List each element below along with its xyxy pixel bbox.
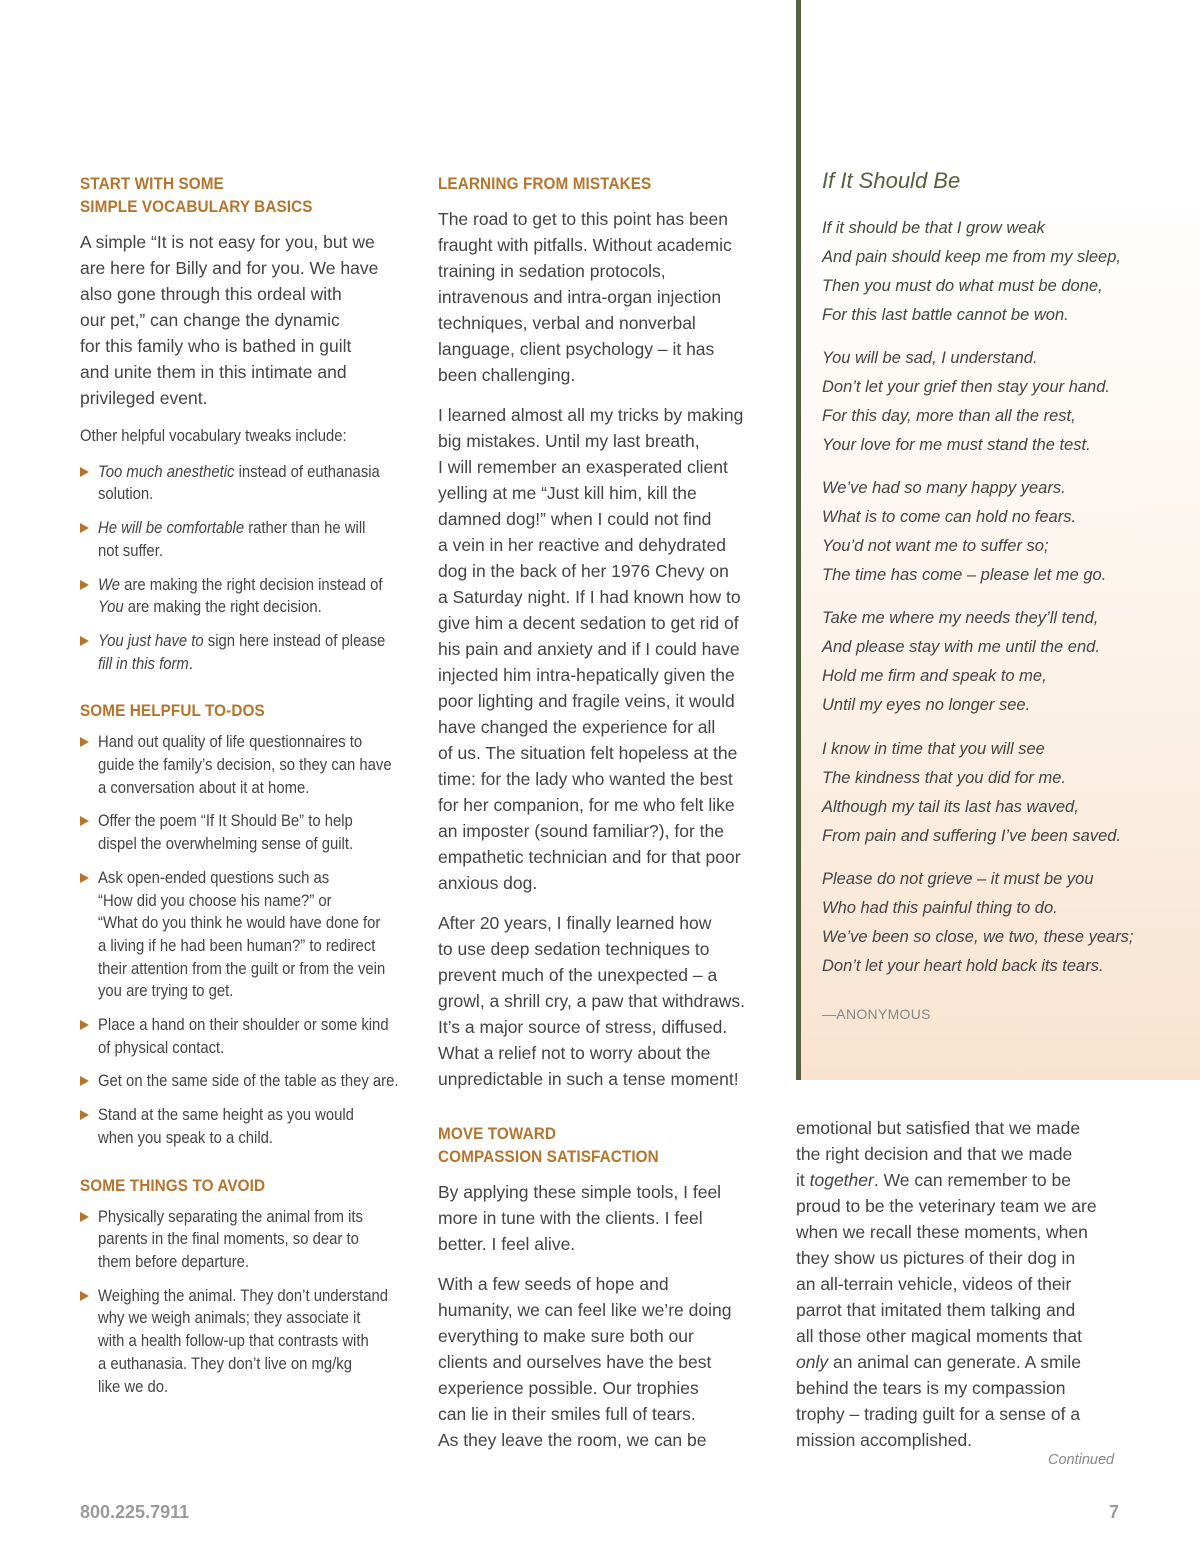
emphasis: only (796, 1352, 829, 1372)
poem-line: Don’t let your heart hold back its tears. (822, 957, 1104, 975)
text-line: “How did you choose his name?” or (98, 891, 332, 910)
poem-line: Take me where my needs they’ll tend, (822, 609, 1099, 627)
poem-stanza (822, 344, 1110, 460)
text-line: with a health follow-up that contrasts with (98, 1332, 369, 1351)
heading-compassion (438, 1122, 744, 1168)
poem-line: Your love for me must stand the test. (822, 436, 1091, 454)
text-line: Weighing the animal. They don’t understand (98, 1286, 389, 1305)
text-line: like we do. (98, 1377, 169, 1396)
avoid-list (80, 1206, 420, 1399)
poem-attribution: —ANONYMOUS (822, 1006, 931, 1022)
todo-item (80, 810, 386, 855)
text-line: everything to make sure both our (438, 1326, 694, 1346)
bullet-triangle-icon (80, 1076, 89, 1086)
poem-stanza (822, 474, 1106, 590)
text-line: A simple “It is not easy for you, but we (80, 232, 375, 252)
text: . We can remember to be (873, 1170, 1071, 1190)
column-1 (80, 172, 420, 1398)
text-line: when we recall these moments, when (796, 1222, 1088, 1242)
text-line: language, client psychology – it has (438, 339, 715, 359)
text-line: a vein in her reactive and dehydrated (438, 535, 726, 555)
text-line: Stand at the same height as you would (98, 1106, 354, 1125)
text-line: experience possible. Our trophies (438, 1378, 699, 1398)
tweak-item (80, 517, 386, 562)
text-line: a living if he had been human?” to redirect (98, 936, 376, 955)
text-line: not suffer. (98, 541, 163, 560)
compassion-paragraph-2 (438, 1271, 778, 1453)
heading-todos (80, 699, 386, 722)
emphasis: together (809, 1170, 874, 1190)
text-line: they show us pictures of their dog in (796, 1248, 1076, 1268)
heading-line: SIMPLE VOCABULARY BASICS (80, 197, 313, 216)
text: rather than he will (244, 519, 366, 538)
emphasis: You just have to (98, 631, 204, 650)
poem-line: And pain should keep me from my sleep, (822, 248, 1121, 266)
text-line: big mistakes. Until my last breath, (438, 431, 700, 451)
text-line: can lie in their smiles full of tears. (438, 1404, 696, 1424)
heading-line: LEARNING FROM MISTAKES (438, 174, 652, 193)
text-line: to use deep sedation techniques to (438, 939, 710, 959)
emphasis: You (98, 598, 124, 617)
bullet-triangle-icon (80, 737, 89, 747)
text-line: damned dog!” when I could not find (438, 509, 712, 529)
text-line: emotional but satisfied that we made (796, 1118, 1081, 1138)
text-line: you are trying to get. (98, 982, 234, 1001)
text-line: techniques, verbal and nonverbal (438, 313, 696, 333)
tweak-item (80, 574, 386, 619)
poem-line: What is to come can hold no fears. (822, 508, 1077, 526)
text-line: I learned almost all my tricks by making (438, 405, 744, 425)
poem-stanza (822, 865, 1134, 981)
text-line: trophy – trading guilt for a sense of a (796, 1404, 1081, 1424)
text: it (796, 1170, 810, 1190)
heading-mistakes (438, 172, 744, 195)
text-line: As they leave the room, we can be (438, 1430, 707, 1450)
heading-line: START WITH SOME (80, 174, 224, 193)
text-line: parents in the final moments, so dear to (98, 1230, 359, 1249)
column-3 (796, 1115, 1136, 1453)
avoid-item (80, 1285, 389, 1399)
text-line: Ask open-ended questions such as (98, 868, 330, 887)
poem-line: You’d not want me to suffer so; (822, 537, 1049, 555)
poem-line: We’ve been so close, we two, these years; (822, 928, 1134, 946)
text-line: of us. The situation felt hopeless at the (438, 743, 738, 763)
todo-item (80, 1070, 399, 1093)
text-line: a conversation about it at home. (98, 778, 310, 797)
emphasis: fill in this form (98, 654, 189, 673)
heading-line: COMPASSION SATISFACTION (438, 1147, 659, 1166)
text-line: been challenging. (438, 365, 576, 385)
poem-line: The kindness that you did for me. (822, 769, 1066, 787)
poem-line: From pain and suffering I’ve been saved. (822, 827, 1122, 845)
vocabulary-paragraph (80, 229, 420, 411)
poem-line: Then you must do what must be done, (822, 277, 1103, 295)
text-line: prevent much of the unexpected – a (438, 965, 718, 985)
tweak-item (80, 630, 386, 675)
text-line: when you speak to a child. (98, 1128, 274, 1147)
text-line: their attention from the guilt or from the vein (98, 959, 386, 978)
avoid-item (80, 1206, 386, 1274)
text-line: Offer the poem “If It Should Be” to help (98, 812, 353, 831)
mistakes-paragraph-2 (438, 402, 778, 896)
continued-label: Continued (1048, 1452, 1115, 1468)
todo-item (80, 1014, 389, 1059)
poem-line: The time has come – please let me go. (822, 566, 1107, 584)
text-line: parrot that imitated them talking and (796, 1300, 1076, 1320)
text-line: solution. (98, 485, 154, 504)
tweak-item (80, 461, 386, 506)
text: an animal can generate. A smile (828, 1352, 1082, 1372)
bullet-triangle-icon (80, 1212, 89, 1222)
text-line: behind the tears is my compassion (796, 1378, 1066, 1398)
text: are making the right decision. (123, 598, 322, 617)
text-line: an all-terrain vehicle, videos of their (796, 1274, 1072, 1294)
text-line: Physically separating the animal from its (98, 1207, 363, 1226)
poem-line: For this last battle cannot be won. (822, 306, 1069, 324)
text-line: for her companion, for me who felt like (438, 795, 735, 815)
text-line: What a relief not to worry about the (438, 1043, 711, 1063)
heading-line: SOME HELPFUL TO-DOS (80, 701, 265, 721)
poem-title: If It Should Be (822, 168, 961, 193)
text-line: empathetic technician and for that poor (438, 847, 741, 867)
text-line: clients and ourselves have the best (438, 1352, 712, 1372)
text-line: all those other magical moments that (796, 1326, 1082, 1346)
text-line: a euthanasia. They don’t live on mg/kg (98, 1354, 352, 1373)
text-line: Get on the same side of the table as they are. (98, 1072, 399, 1091)
emphasis: We (98, 575, 121, 594)
text-line: why we weigh animals; they associate it (98, 1309, 361, 1328)
text-line: them before departure. (98, 1252, 250, 1271)
bullet-triangle-icon (80, 523, 89, 533)
text: . (188, 654, 193, 673)
poem-stanza (822, 735, 1121, 851)
page-number: 7 (1109, 1502, 1120, 1522)
text-line: Hand out quality of life questionnaires to (98, 733, 363, 752)
text-line: guide the family’s decision, so they can have (98, 756, 392, 775)
text-line: fraught with pitfalls. Without academic (438, 235, 732, 255)
text-line: injected him intra-hepatically given the (438, 665, 735, 685)
text-line: intravenous and intra-organ injection (438, 287, 722, 307)
todo-item (80, 867, 386, 1003)
text-line: privileged event. (80, 388, 208, 408)
text-line: dispel the overwhelming sense of guilt. (98, 835, 354, 854)
mistakes-paragraph-3 (438, 910, 778, 1092)
text-line: poor lighting and fragile veins, it would (438, 691, 735, 711)
todo-item (80, 1104, 386, 1149)
poem-stanza (822, 604, 1100, 720)
text-line: also gone through this ordeal with (80, 284, 342, 304)
heading-line: SOME THINGS TO AVOID (80, 1175, 266, 1195)
text-line: better. I feel alive. (438, 1234, 576, 1254)
text-line: unpredictable in such a tense moment! (438, 1069, 739, 1089)
text-line: an imposter (sound familiar?), for the (438, 821, 724, 841)
poem-line: Until my eyes no longer see. (822, 696, 1031, 714)
bullet-triangle-icon (80, 1020, 89, 1030)
text-line: a Saturday night. If I had known how to (438, 587, 741, 607)
text-line: training in sedation protocols, (438, 261, 666, 281)
text-line: give him a decent sedation to get rid of (438, 613, 739, 633)
text-line: are here for Billy and for you. We have (80, 258, 379, 278)
text-line: It’s a major source of stress, diffused. (438, 1017, 728, 1037)
todos-list (80, 731, 420, 1149)
text-line: time: for the lady who wanted the best (438, 769, 733, 789)
text: instead of euthanasia (234, 462, 380, 481)
text-line: By applying these simple tools, I feel (438, 1182, 722, 1202)
heading-line: MOVE TOWARD (438, 1124, 557, 1143)
text: sign here instead of please (203, 631, 386, 650)
bullet-triangle-icon (80, 816, 89, 826)
text-line: I will remember an exasperated client (438, 457, 728, 477)
todo-item (80, 731, 392, 799)
text-line: humanity, we can feel like we’re doing (438, 1300, 732, 1320)
text-line: our pet,” can change the dynamic (80, 310, 340, 330)
text-line: proud to be the veterinary team we are (796, 1196, 1097, 1216)
poem-stanza (822, 214, 1121, 330)
poem-line: For this day, more than all the rest, (822, 407, 1076, 425)
text-line: have changed the experience for all (438, 717, 716, 737)
text-line: growl, a shrill cry, a paw that withdraws. (438, 991, 746, 1011)
poem-line: Who had this painful thing to do. (822, 899, 1058, 917)
poem-line: We’ve had so many happy years. (822, 479, 1066, 497)
poem-line: Please do not grieve – it must be you (822, 870, 1094, 888)
text-line: the right decision and that we made (796, 1144, 1073, 1164)
text-line: With a few seeds of hope and (438, 1274, 669, 1294)
text-line: anxious dog. (438, 873, 538, 893)
poem-line: Hold me firm and speak to me, (822, 667, 1047, 685)
poem-line: You will be sad, I understand. (822, 349, 1038, 367)
text-line: The road to get to this point has been (438, 209, 728, 229)
footer-phone: 800.225.7911 (80, 1502, 190, 1522)
text-line: After 20 years, I finally learned how (438, 913, 712, 933)
text-line: yelling at me “Just kill him, kill the (438, 483, 697, 503)
bullet-triangle-icon (80, 467, 89, 477)
poem-line: If it should be that I grow weak (822, 219, 1045, 237)
text-line: dog in the back of her 1976 Chevy on (438, 561, 729, 581)
text-line: Other helpful vocabulary tweaks include: (80, 427, 347, 445)
poem-line: And please stay with me until the end. (822, 638, 1100, 656)
bullet-triangle-icon (80, 873, 89, 883)
compassion-paragraph-1 (438, 1179, 778, 1257)
text-line: more in tune with the clients. I feel (438, 1208, 703, 1228)
text-line: for this family who is bathed in guilt (80, 336, 352, 356)
tweaks-intro (80, 425, 386, 448)
column-2 (438, 172, 778, 1453)
mistakes-paragraph-1 (438, 206, 778, 388)
text-line: and unite them in this intimate and (80, 362, 347, 382)
bullet-triangle-icon (80, 1110, 89, 1120)
poem-line: Don’t let your grief then stay your hand. (822, 378, 1110, 396)
bullet-triangle-icon (80, 580, 89, 590)
poem-line: I know in time that you will see (822, 740, 1045, 758)
text: are making the right decision instead of (120, 575, 383, 594)
text-line: of physical contact. (98, 1038, 225, 1057)
emphasis: Too much anesthetic (98, 462, 235, 481)
text-line: his pain and anxiety and if I could have (438, 639, 740, 659)
text-line: Place a hand on their shoulder or some kind (98, 1016, 389, 1035)
heading-vocabulary (80, 172, 386, 218)
bullet-triangle-icon (80, 1291, 89, 1301)
poem-line: Although my tail its last has waved, (822, 798, 1079, 816)
text-line: “What do you think he would have done for (98, 914, 381, 933)
heading-avoid (80, 1174, 386, 1197)
bullet-triangle-icon (80, 636, 89, 646)
emphasis: He will be comfortable (98, 519, 245, 538)
text-line: mission accomplished. (796, 1430, 973, 1450)
